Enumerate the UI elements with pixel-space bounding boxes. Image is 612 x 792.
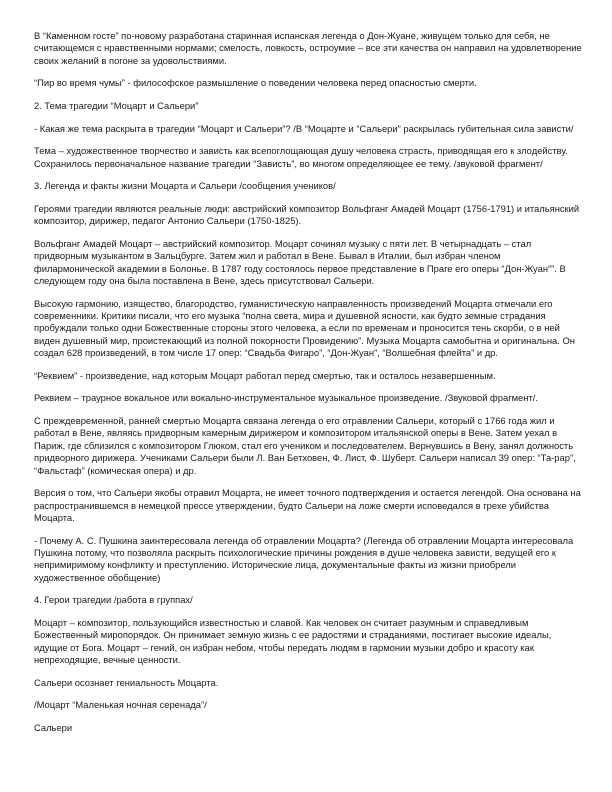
paragraph-mozart-character: Моцарт – композитор, пользующийся известностью и славой. Как человек он считает разумным и справедливым Божественный миропорядок. Он принимает земную жизнь с ее радостями и страданиями, постигает высокие идеалы, идущие от Бога. Моцарт – гений, он избран небом, чтобы передать людям в гармонии музыки добро и красоту как непреходящие, вечные ценности. bbox=[34, 617, 552, 666]
paragraph-poison-version: Версия о том, что Сальери якобы отравил Моцарта, не имеет точного подтверждения и остается легендой. Она основана на распространившемся в немецкой прессе утверждении, будто Сальери на ложе смерти исповедался в грехе убийства Моцарта. bbox=[34, 487, 581, 524]
paragraph-mozart-bio: Вольфганг Амадей Моцарт – австрийский композитор. Моцарт сочинял музыку с пяти лет. В четырнадцать – стал придворным музыкантом в Зальцбурге. Затем жил и работал в Вене. Бывал в Италии, был избран членом филармонической академии в Болонье. В 1787 году состоялось первое представление в Праге его оперы “Дон-Жуан””. В следующем году она была поставлена в Вене, здесь присутствовал Сальери. bbox=[34, 237, 566, 286]
paragraph-theme-envy: Тема – художественное творчество и зависть как всепоглощающая душу человека страсть, приводящая его к злодейству. Сохранилось первоначальное название трагедии “Зависть”, во многом определяющее ее тему. /звуковой фрагмент/ bbox=[34, 145, 568, 169]
paragraph-salieri-heading: Сальери bbox=[34, 722, 73, 734]
heading-legend-facts: 3. Легенда и факты жизни Моцарта и Сальери /сообщения учеников/ bbox=[34, 180, 336, 192]
paragraph-salieri-aware: Сальери осознает гениальность Моцарта. bbox=[34, 676, 219, 688]
document-page bbox=[34, 30, 582, 745]
heading-tragedy-theme: 2. Тема трагедии “Моцарт и Сальери” bbox=[34, 100, 199, 111]
paragraph-stone-guest: В “Каменном госте” по-новому разработана старинная испанская легенда о Дон-Жуане, живущем только для себя, не считающемся с нравственными нормами; смелость, ловкость, остроумие – все эти качества он направил на удовлетворение своих желаний в погоне за удовольствиями. bbox=[34, 30, 582, 66]
paragraph-heroes-real: Героями трагедии являются реальные люди: австрийский композитор Вольфганг Амадей Моцарт (1756-1791) и итальянский композитор, дирижер, педагог Антонио Сальери (1750-1825). bbox=[34, 202, 580, 227]
paragraph-salieri-bio: С преждевременной, ранней смертью Моцарта связана легенда о его отравлении Сальери, который с 1766 года жил и работал в Вене, являясь придворным камерным дирижером и композитором итальянской оперы в Вене. Затем уехал в Париж, где сблизился с композитором Глюком, стал его учеником и последователем. Вернувшись в Вену, занял должность придворного дирижера. Учениками Сальери были Л. Ван Бетховен, Ф. Лист, Ф. Шуберт. Сальери написал 39 опер: “Та-рар”, “Фальстаф” (комическая опера) и др. bbox=[34, 415, 576, 476]
paragraph-serenade: /Моцарт “Маленькая ночная серенада”/ bbox=[34, 699, 207, 711]
heading-tragedy-heroes: 4. Герои трагедии /работа в группах/ bbox=[34, 594, 193, 606]
paragraph-requiem-definition: Реквием – траурное вокальное или вокально-инструментальное музыкальное произведение. /Звуковой фрагмент/. bbox=[34, 392, 538, 404]
paragraph-theme-question: - Какая же тема раскрыта в трагедии “Моцарт и Сальери”? /В “Моцарте и “Сальери” раскрылась губительная сила зависти/ bbox=[34, 122, 574, 134]
paragraph-requiem: “Реквием” - произведение, над которым Моцарт работал перед смертью, так и осталось незавершенным. bbox=[34, 369, 496, 381]
paragraph-pushkin-question: - Почему А. С. Пушкина заинтересовала легенда об отравлении Моцарта? (Легенда об отравлении Моцарта интересовала Пушкина потому, что позволяла раскрыть психологические причины рождения в душе человека зависти, ведущей его к непримиримому конфликту и преступлению. Исторические лица, документальные факты из жизни приобрели художественное обобщение) bbox=[34, 534, 574, 583]
paragraph-feast-plague: “Пир во время чумы” - философское размышление о поведении человека перед опасностью смерти. bbox=[34, 77, 477, 89]
paragraph-mozart-harmony: Высокую гармонию, изящество, благородство, гуманистическую направленность произведений Моцарта отмечали его современники. Критики писали, что его музыка “полна света, мира и душевной ясности, как будто земные страдания пробуждали только одни Божественные стороны этого человека, а если по временам и проносится тень скорби, о в ней виден душевный мир, проистекающий из полной покорности Провидению”. Музыка Моцарта самобытна и оригинальна. Он создал 628 произведений, в том числе 17 опер: “Свадьба Фигаро”, “Дон-Жуан”, “Волшебная флейта” и др. bbox=[34, 297, 575, 359]
